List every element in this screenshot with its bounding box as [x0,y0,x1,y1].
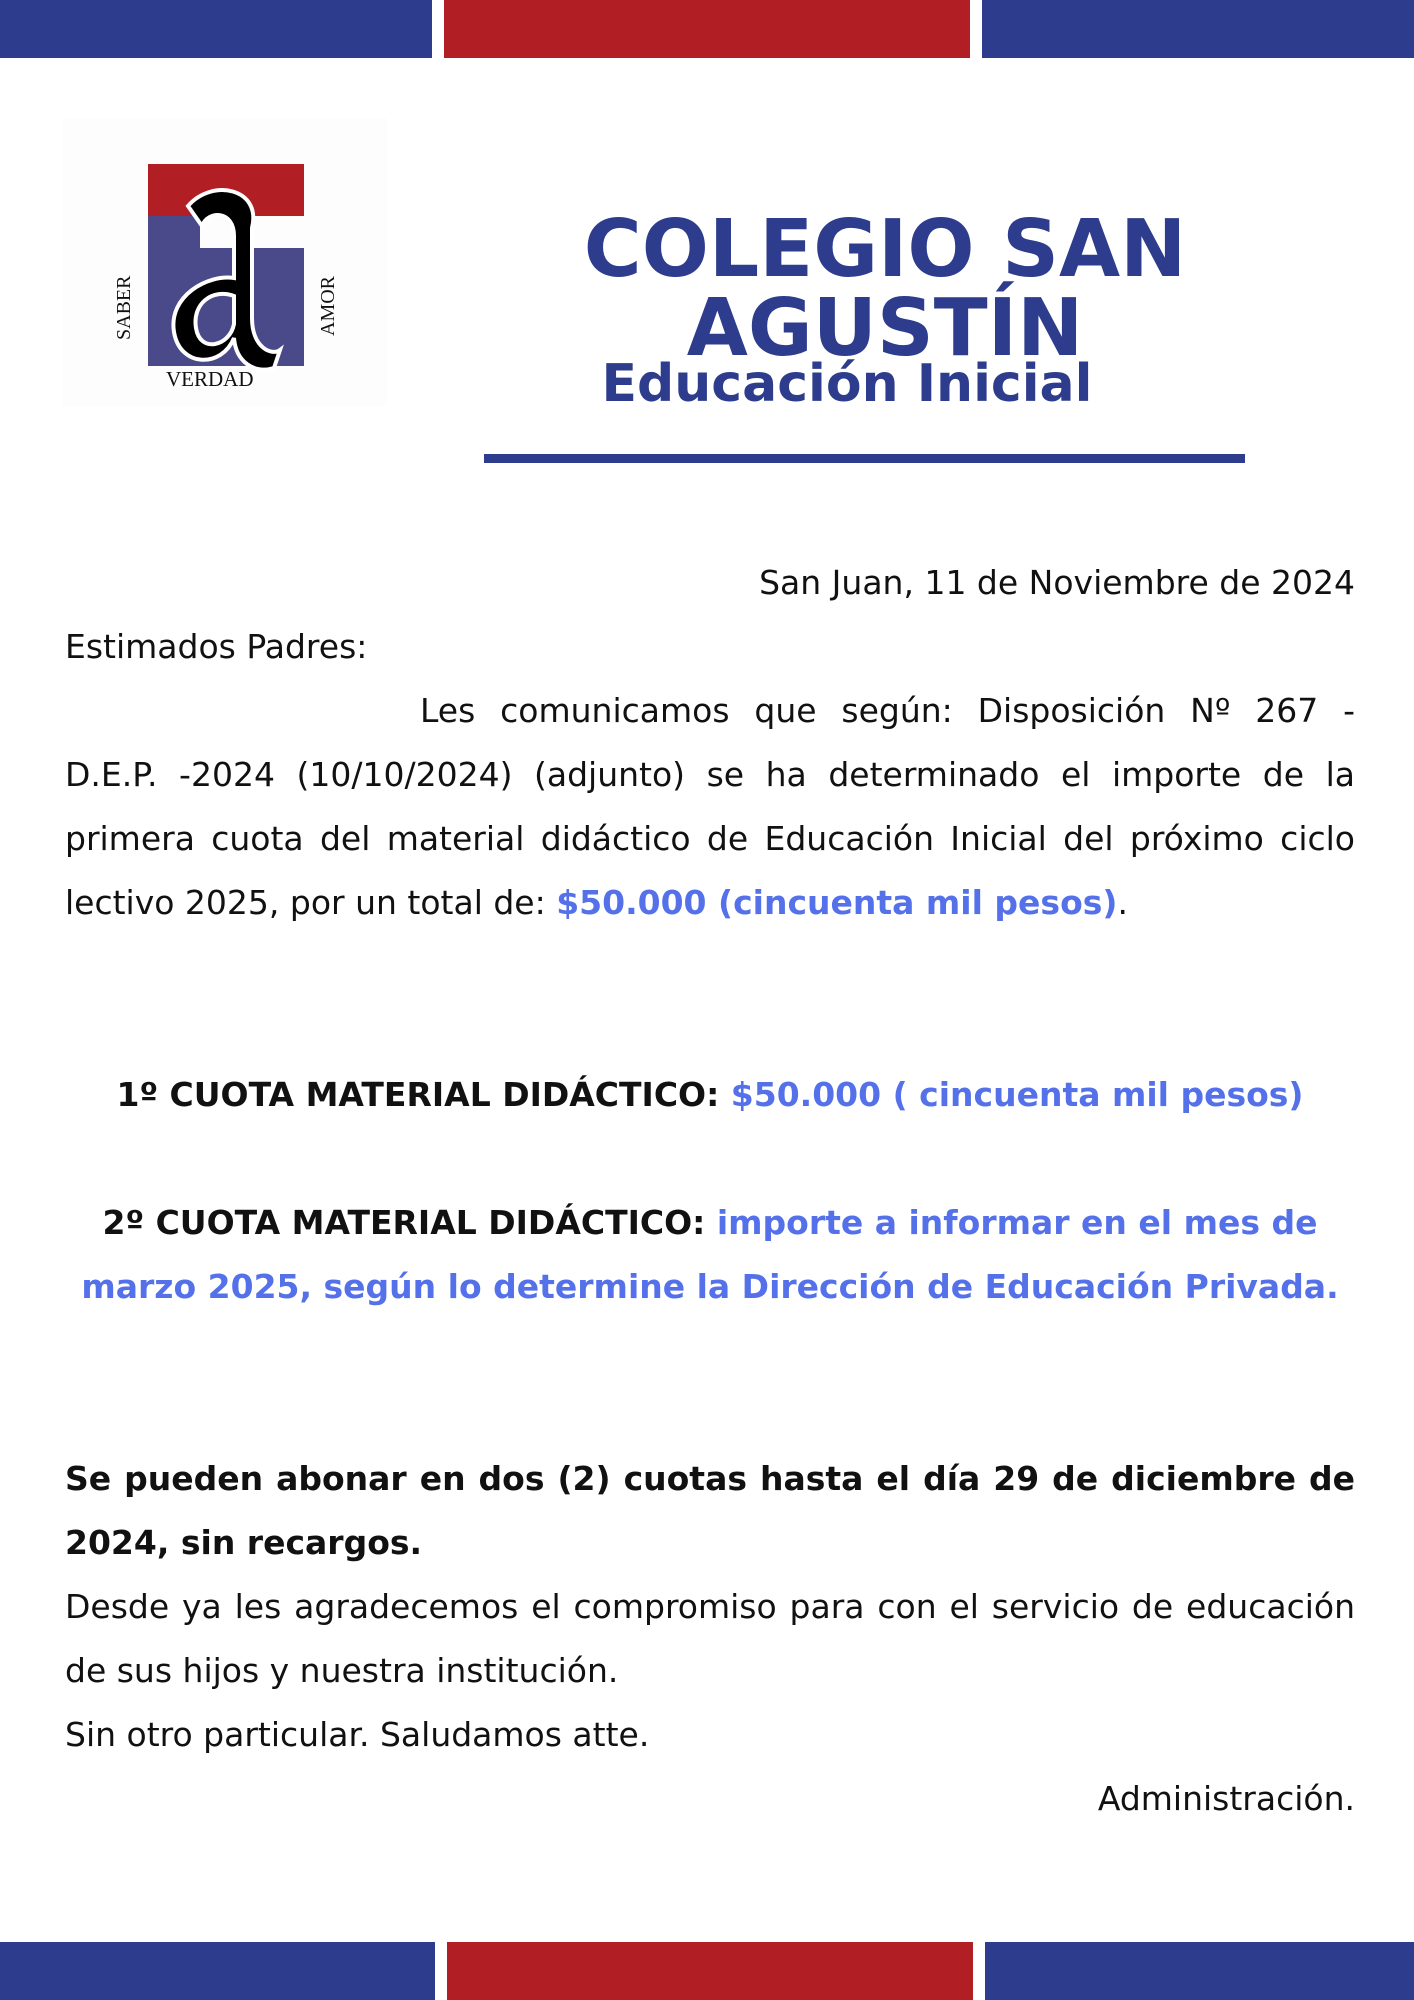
payment-note: Se pueden abonar en dos (2) cuotas hasta el día 29 de diciembre de 2024, sin recargos. [65,1459,1355,1562]
logo-word-verdad: VERDAD [166,367,254,391]
cuota-1-label: 1º CUOTA MATERIAL DIDÁCTICO: [116,1075,731,1114]
letter-body-amount: $50.000 (cincuenta mil pesos) [556,883,1118,922]
cuota-2-line [65,1191,1355,1319]
bottom-bar-left [0,1942,435,2000]
bottom-bar-right [985,1942,1414,2000]
cuota-2-value: importe a informar en el mes de marzo 2025, según lo determine la Dirección de Educación Privada. [81,1203,1339,1306]
letter-greeting: Estimados Padres: [65,627,368,666]
top-bar-center [444,0,970,58]
school-logo [62,118,387,406]
thanks-paragraph: Desde ya les agradecemos el compromiso para con el servicio de educación de sus hijos y nuestra institución. [65,1587,1355,1690]
school-level: Educación Inicial [601,354,1093,414]
top-bar-right [982,0,1414,58]
header-rule [484,454,1245,463]
letter-date: San Juan, 11 de Noviembre de 2024 [759,563,1355,602]
logo-word-amor: AMOR [317,275,339,336]
cuota-2-label: 2º CUOTA MATERIAL DIDÁCTICO: [102,1203,717,1242]
cuota-1-value: $50.000 ( cincuenta mil pesos) [730,1075,1304,1114]
cuota-1-line [65,1063,1355,1127]
signature: Administración. [1097,1779,1355,1818]
letter-body [65,679,1355,935]
letter-body-end: . [1117,883,1128,922]
closing-line: Sin otro particular. Saludamos atte. [65,1715,650,1754]
bottom-bar-center [447,1942,973,2000]
logo-word-saber: SABER [113,275,135,340]
school-name: COLEGIO SAN AGUSTÍN [583,203,1187,374]
top-bar-left [0,0,432,58]
letter-body-text: Les comunicamos que según: Disposición Nº 267 - D.E.P. -2024 (10/10/2024) (adjunto) se ha determinado el importe de la primera cuota del material didáctico de Educación Inicial del próximo ciclo lectivo 2025, por un total de: [65,691,1355,922]
